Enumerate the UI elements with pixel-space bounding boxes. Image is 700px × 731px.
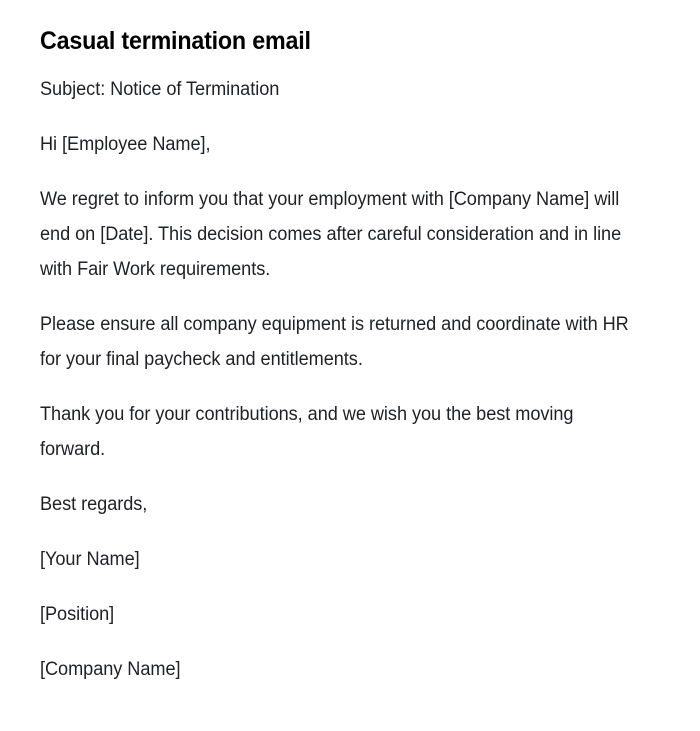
signature-position: [Position] (40, 604, 115, 625)
page-title: Casual termination email (40, 27, 311, 55)
email-subject-line: Subject: Notice of Termination (40, 79, 280, 100)
email-salutation: Hi [Employee Name], (40, 134, 211, 155)
email-paragraph-1: We regret to inform you that your employment with [Company Name] will end on [Date]. This decision comes after careful consideration and in line with Fair Work requirements. (40, 189, 622, 280)
email-paragraph-2: Please ensure all company equipment is returned and coordinate with HR for your final paycheck and entitlements. (40, 314, 629, 370)
signature-company: [Company Name] (40, 659, 181, 680)
email-paragraph-3: Thank you for your contributions, and we wish you the best moving forward. (40, 404, 574, 460)
signature-name: [Your Name] (40, 549, 140, 570)
email-template-body (40, 0, 632, 687)
email-closing: Best regards, (40, 494, 148, 515)
